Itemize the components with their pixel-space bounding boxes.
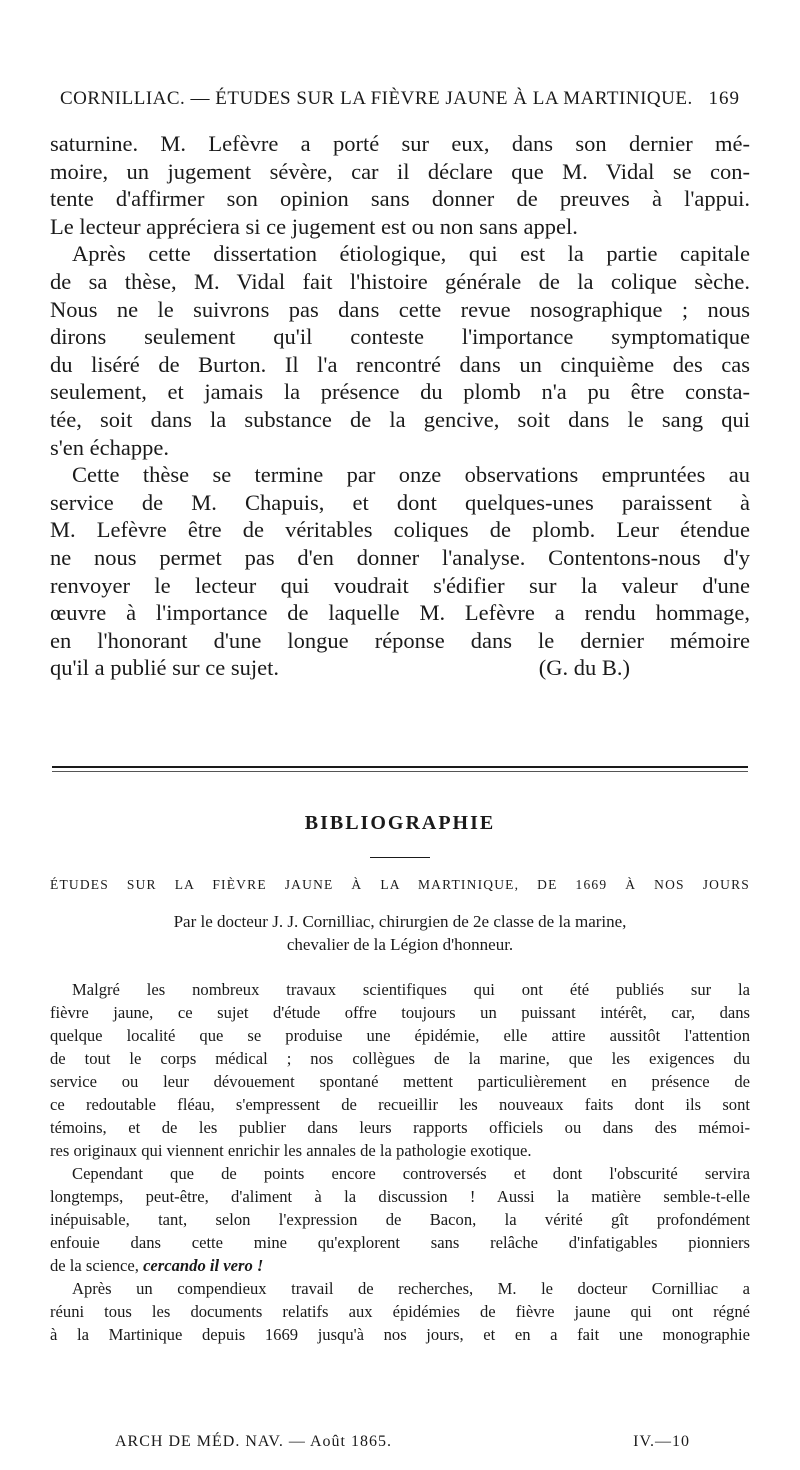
text-line: M. Lefèvre être de véritables coliques de plomb. Leur étendue (50, 517, 750, 543)
heading-rule (370, 857, 430, 858)
bibliography-heading: BIBLIOGRAPHIE (304, 812, 496, 834)
text-line: dirons seulement qu'il conteste l'importance symptomatique (50, 324, 750, 350)
text-line: Malgré les nombreux travaux scientifiques qui ont été publiés sur la (72, 980, 750, 999)
text-line: œuvre à l'importance de laquelle M. Lefèvre a rendu hommage, (50, 600, 750, 626)
text-line: Cependant que de points encore controversés et dont l'obscurité servira (72, 1164, 750, 1183)
text-line: Cette thèse se termine par onze observations empruntées au (72, 462, 750, 488)
text-line: témoins, et de les publier dans leurs rapports officiels ou dans des mémoi- (50, 1118, 750, 1137)
text-line: Après un compendieux travail de recherches, M. le docteur Cornilliac a (72, 1279, 750, 1298)
author-line: chevalier de la Légion d'honneur. (286, 935, 514, 954)
section-divider (52, 766, 748, 768)
page-footer (115, 1433, 690, 1451)
running-header (60, 88, 740, 110)
text-line: tée, soit dans la substance de la gencive, soit dans le sang qui (50, 406, 750, 432)
text-line: du liséré de Burton. Il l'a rencontré dans un cinquième des cas (50, 351, 750, 377)
bibliography-text (50, 978, 750, 1346)
text-line: res originaux qui viennent enrichir les annales de la pathologie exotique. (50, 1141, 532, 1160)
text-line: de sa thèse, M. Vidal fait l'histoire générale de la colique sèche. (50, 268, 750, 294)
text-line: saturnine. M. Lefèvre a porté sur eux, dans son dernier mé- (50, 131, 750, 156)
italic-phrase: cercando il vero ! (143, 1256, 264, 1275)
text-line: inépuisable, tant, selon l'expression de Bacon, la vérité gît profondément (50, 1210, 750, 1229)
text-line: renvoyer le lecteur qui voudrait s'édifier sur la valeur d'une (50, 572, 750, 598)
text-line: service de M. Chapuis, et dont quelques-unes paraissent à (50, 489, 750, 515)
text-line: ce redoutable fléau, s'empressent de recueillir les nouveaux faits dont ils sont (50, 1095, 750, 1114)
text-line: seulement, et jamais la présence du plomb n'a pu être consta- (50, 379, 750, 405)
text-line: service ou leur dévouement spontané mettent particulièrement en présence de (50, 1072, 750, 1091)
signature-line (50, 654, 750, 682)
text-line: tente d'affirmer son opinion sans donner de preuves à l'appui. (50, 186, 750, 212)
text-line: réuni tous les documents relatifs aux épidémies de fièvre jaune qui ont régné (50, 1302, 750, 1321)
text-line: Nous ne le suivrons pas dans cette revue nosographique ; nous (50, 296, 750, 322)
author-byline (50, 910, 750, 956)
text-fragment: de la science, (50, 1256, 144, 1275)
text-line: quelque localité que se produise une épidémie, elle attire aussitôt l'attention (50, 1026, 750, 1045)
text-line: fièvre jaune, ce sujet d'étude offre toujours un puissant intérêt, car, dans (50, 1003, 750, 1022)
text-line: qu'il a publié sur ce sujet. (50, 655, 279, 681)
footer-journal: ARCH DE MÉD. NAV. — Août 1865. (115, 1433, 392, 1450)
text-line: à la Martinique depuis 1669 jusqu'à nos jours, et en a fait une monographie (50, 1325, 750, 1344)
text-line: s'en échappe. (50, 434, 169, 460)
text-line: Après cette dissertation étiologique, qui est la partie capitale (72, 241, 750, 267)
footer-signature-mark: IV.—10 (633, 1433, 690, 1450)
page-number: 169 (708, 88, 740, 109)
book-title: ÉTUDES SUR LA FIÈVRE JAUNE À LA MARTINIQUE, DE 1669 À NOS JOURS (50, 877, 750, 892)
author-line: Par le docteur J. J. Cornilliac, chirurgien de 2e classe de la marine, (173, 912, 627, 931)
text-line: de tout le corps médical ; nos collègues de la marine, que les exigences du (50, 1049, 750, 1068)
text-line: en l'honorant d'une longue réponse dans le dernier mémoire (50, 627, 750, 653)
text-line: Le lecteur appréciera si ce jugement est ou non sans appel. (50, 213, 578, 239)
text-line: enfouie dans cette mine qu'explorent sans relâche d'infatigables pionniers (50, 1233, 750, 1252)
section-divider-thin (52, 771, 748, 772)
text-line: ne nous permet pas d'en donner l'analyse. Contentons-nous d'y (50, 544, 750, 570)
text-line-with-italic (50, 1254, 750, 1277)
text-line: moire, un jugement sévère, car il déclare que M. Vidal se con- (50, 158, 750, 184)
review-signature: (G. du B.) (538, 655, 630, 681)
text-line: longtemps, peut-être, d'aliment à la discussion ! Aussi la matière semble-t-elle (50, 1187, 750, 1206)
review-text (50, 130, 750, 682)
running-title: CORNILLIAC. — ÉTUDES SUR LA FIÈVRE JAUNE À LA MARTINIQUE. (60, 88, 693, 109)
